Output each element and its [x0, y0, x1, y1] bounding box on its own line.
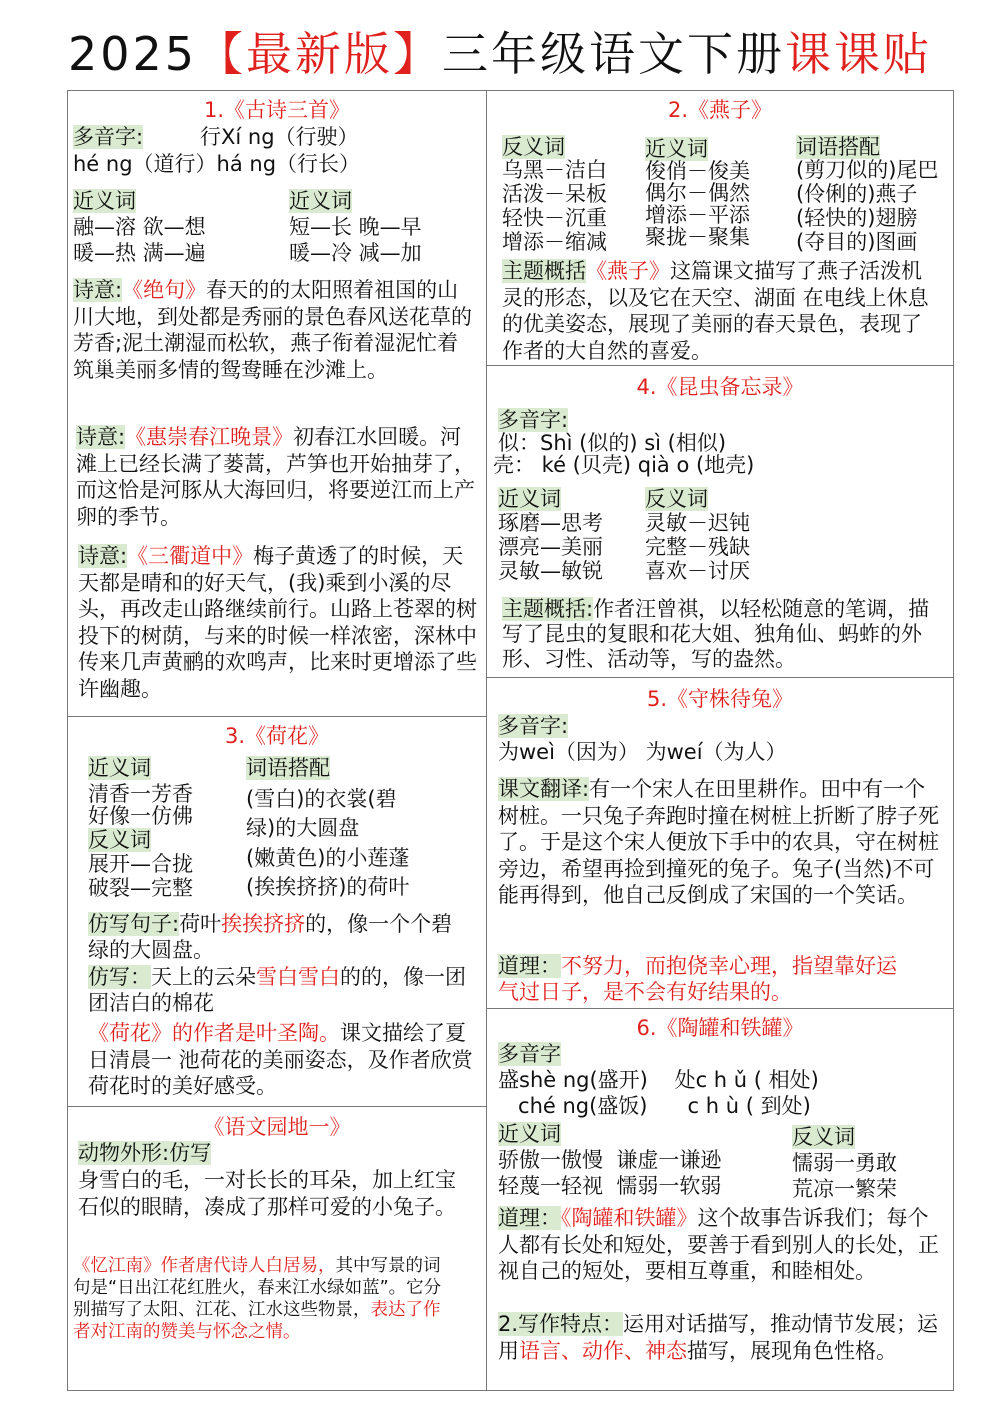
- s2-theme: [502, 258, 942, 364]
- s3-fx2-label: 仿写：: [88, 965, 151, 989]
- s1-p1-label: 诗意:: [73, 278, 123, 302]
- s5-trans-label: 课文翻译:: [498, 777, 590, 801]
- s3-col-label: 词语搭配: [246, 756, 330, 780]
- s4-ant-item: 完整－残缺: [645, 535, 750, 559]
- divider-s4: [486, 677, 954, 678]
- s1-poem-3: [78, 543, 478, 702]
- s2-ant-item: 轻快－沉重: [502, 206, 607, 230]
- s3-fx2-b: 的的，像一团团洁白的棉花: [88, 965, 466, 1015]
- s3-syn-label: 近义词: [88, 756, 151, 780]
- s4-ant-item: 喜欢－讨厌: [645, 559, 750, 583]
- s3-fx2-red: 雪白雪白: [256, 965, 340, 989]
- title-bracket: 【最新版】: [197, 27, 443, 81]
- s4-poly-line2: 壳： ké (贝壳) qià o (地壳): [493, 453, 755, 477]
- s7-label: 动物外形:仿写: [78, 1141, 212, 1165]
- s7-poem-text: 其中写景的词句是“日出江花红胜火，春来江水绿如蓝”。它分别描写了太阳、江花、江水这些物景，: [73, 1256, 442, 1320]
- s4-theme-label: 主题概括:: [502, 597, 594, 621]
- s4-theme: [502, 597, 942, 672]
- s6-moral-label: 道理：: [498, 1206, 561, 1230]
- s2-ant-item: 乌黑－洁白: [502, 158, 607, 182]
- s1-syn-b1: 短—长 晚—早: [289, 215, 422, 239]
- s6-feat-a: 运用对话描写，推动情节发展；运用: [498, 1312, 939, 1363]
- s6-moral-title: 《陶罐和铁罐》: [561, 1206, 698, 1230]
- s6-syn-label: 近义词: [498, 1122, 561, 1146]
- s1-poly-label: 多音字:: [73, 125, 144, 149]
- s4-ant-item: 灵敏－迟钝: [645, 511, 750, 535]
- s6-writing-features: [498, 1311, 948, 1364]
- s2-theme-label: 主题概括: [502, 259, 586, 283]
- s3-col-item: (挨挨挤挤)的荷叶: [246, 875, 410, 899]
- s6-poly-label: 多音字: [498, 1042, 561, 1066]
- s7-poem: [73, 1255, 443, 1343]
- s1-p2-label: 诗意:: [76, 425, 126, 449]
- s3-col-item: 绿)的大圆盘: [246, 816, 360, 840]
- s3-imitation-2: [88, 964, 473, 1016]
- s3-fx1-label: 仿写句子:: [88, 912, 180, 936]
- s1-p2-text: 初春江水回暖。河滩上已经长满了蒌蒿，芦笋也开始抽芽了，而这恰是河豚从大海回归，将要逆江而上产卵的季节。: [76, 425, 475, 529]
- s4-theme-text: 作者汪曾祺，以轻松随意的笔调，描写了昆虫的复眼和花大姐、独角仙、蚂蚱的外形、习性、活动等，写的盎然。: [502, 597, 930, 671]
- s1-p2-title: 《惠崇春江晚景》: [125, 425, 294, 449]
- s2-ant-item: 活泼－呆板: [502, 182, 607, 206]
- s1-p3-text: 梅子黄透了的时候，天天都是晴和的好天气，(我)乘到小溪的尽头，再改走山路继续前行。山路上苍翠的树投下的树荫，与来的时候一样浓密，深林中传来几声黄鹂的欢鸣声，比来时更增添了些许幽趣。: [78, 544, 477, 701]
- s4-ant-label: 反义词: [645, 487, 708, 511]
- s6-moral: [498, 1205, 948, 1285]
- s3-col-item: (嫩黄色)的小莲蓬: [246, 846, 410, 870]
- s3-imitation-1: [88, 911, 473, 963]
- s3-ant-label: 反义词: [88, 828, 151, 852]
- s1-syn-b2: 暖—冷 减—加: [289, 241, 422, 265]
- s2-col-label: 词语搭配: [796, 135, 880, 159]
- s2-col-item: (伶俐的)燕子: [796, 182, 918, 206]
- s2-theme-title: 《燕子》: [586, 259, 670, 283]
- title-suffix: 课课贴: [785, 27, 933, 81]
- s4-syn-label: 近义词: [498, 487, 561, 511]
- s6-feat-label: 2.写作特点：: [498, 1312, 624, 1336]
- page-title: [0, 26, 1000, 82]
- s2-syn-item: 增添－平添: [645, 203, 750, 227]
- s6-feat-red: 语言、动作、神态: [519, 1338, 687, 1363]
- s4-title: 4.《昆虫备忘录》: [636, 375, 804, 399]
- s5-title: 5.《守株待兔》: [646, 687, 794, 711]
- s2-syn-item: 偶尔－偶然: [645, 181, 750, 205]
- s4-poly-label: 多音字:: [498, 408, 569, 432]
- s3-fx1-a: 荷叶: [179, 912, 222, 936]
- s3-syn-item: 好像一仿佛: [88, 804, 193, 828]
- s5-poly-line1: 为weì（因为） 为weí（为人）: [498, 740, 787, 764]
- s2-theme-text: 这篇课文描写了燕子活泼机灵的形态，以及它在天空、湖面 在电线上休息的优美姿态，展现了美丽的春天景色，表现了作者的大自然的喜爱。: [502, 259, 929, 363]
- s1-poem-1: [73, 277, 473, 383]
- s3-ant-item: 破裂—完整: [88, 876, 193, 900]
- s3-syn-item: 清香一芳香: [88, 782, 193, 806]
- s2-col-item: (夺目的)图画: [796, 230, 918, 254]
- divider-s2: [486, 365, 954, 366]
- s2-title: 2.《燕子》: [667, 98, 773, 122]
- s3-ant-item: 展开—合拢: [88, 852, 193, 876]
- s3-fx1-red: 挨挨挤挤: [221, 912, 306, 936]
- s6-ant-item: 荒凉一繁荣: [792, 1177, 897, 1201]
- s6-ant-item: 懦弱一勇敢: [792, 1151, 897, 1175]
- s3-title: 3.《荷花》: [224, 724, 330, 748]
- divider-s1: [67, 716, 487, 717]
- title-year: 2025: [67, 27, 198, 81]
- s3-author-text: 课文描绘了夏日清晨一 池荷花的美丽姿态，及作者欣赏荷花时的美好感受。: [88, 1021, 473, 1098]
- s4-syn-item: 琢磨—思考: [498, 511, 603, 535]
- s2-ant-item: 增添－缩减: [502, 230, 607, 254]
- s6-poly-line1: 盛shè ng(盛开) 处c h ǔ ( 相处): [498, 1068, 819, 1092]
- s1-syn-a2: 暖—热 满—遍: [73, 241, 206, 265]
- s2-ant-label: 反义词: [502, 135, 565, 159]
- s1-poly-line2: hé ng（道行）há ng（行长）: [73, 152, 361, 176]
- s5-moral-text: 不努力，而抱侥幸心理，指望靠好运气过日子，是不会有好结果的。: [498, 954, 897, 1004]
- s5-translation: [498, 776, 943, 909]
- s3-author-red: 《荷花》的作者是叶圣陶。: [88, 1021, 340, 1045]
- s6-poly-line2: ché ng(盛饭) c h ù ( 到处): [498, 1094, 811, 1118]
- s4-syn-item: 灵敏—敏锐: [498, 559, 603, 583]
- title-main: 三年级语文下册: [442, 27, 786, 81]
- s1-title: 1.《古诗三首》: [203, 98, 351, 122]
- s2-syn-item: 聚拢－聚集: [645, 225, 750, 249]
- s1-syn-a1: 融—溶 欲—想: [73, 215, 206, 239]
- s6-syn-item: 骄傲一傲慢 谦虚一谦逊: [498, 1148, 722, 1172]
- s7-poem-red2: 表达了作者对江南的赞美与怀念之情。: [73, 1300, 441, 1342]
- s3-col-item: (雪白)的衣裳(碧: [246, 787, 397, 811]
- s2-syn-item: 俊俏－俊美: [645, 159, 750, 183]
- s3-fx2-a: 天上的云朵: [151, 965, 256, 989]
- s7-text: 身雪白的毛，一对长长的耳朵，加上红宝石似的眼睛，凑成了那样可爱的小兔子。: [78, 1168, 456, 1219]
- s1-syn-label-a: 近义词: [73, 189, 136, 213]
- s6-moral-text: 这个故事告诉我们；每个人都有长处和短处，要善于看到别人的长处，正视自己的短处，要相互尊重，和睦相处。: [498, 1206, 939, 1283]
- s7-poem-red1: 《忆江南》作者唐代诗人白居易，: [73, 1256, 336, 1276]
- s1-p3-label: 诗意:: [78, 544, 128, 568]
- s6-title: 6.《陶罐和铁罐》: [636, 1016, 804, 1040]
- s5-moral: [498, 953, 908, 1005]
- s6-ant-label: 反义词: [792, 1125, 855, 1149]
- s7-title: 《语文园地一》: [203, 1115, 351, 1139]
- s1-syn-label-b: 近义词: [289, 189, 352, 213]
- s3-fx1-b: 的，像一个个碧绿的大圆盘。: [88, 912, 453, 962]
- s4-syn-item: 漂亮—美丽: [498, 535, 603, 559]
- s5-poly-label: 多音字:: [498, 714, 569, 738]
- s5-trans-text: 有一个宋人在田里耕作。田中有一个树桩。一只兔子奔跑时撞在树桩上折断了脖子死了。于是这个宋人便放下手中的农具，守在树桩旁边，希望再捡到撞死的兔子。兔子(当然)不可能再得到，他自己反倒成了宋国的一个笑话。: [498, 777, 939, 907]
- divider-s5: [486, 1008, 954, 1009]
- s2-col-item: (剪刀似的)尾巴: [796, 158, 939, 182]
- s6-syn-item: 轻蔑一轻视 懦弱一软弱: [498, 1174, 722, 1198]
- s2-col-item: (轻快的)翅膀: [796, 206, 918, 230]
- s1-p1-text: 春天的的太阳照着祖国的山川大地，到处都是秀丽的景色春风送花草的芳香;泥土潮湿而松软，燕子衔着湿泥忙着筑巢美丽多情的鸳鸯睡在沙滩上。: [73, 278, 472, 382]
- divider-s3: [67, 1106, 487, 1107]
- s1-p1-title: 《绝句》: [122, 278, 207, 302]
- s2-syn-label: 近义词: [645, 137, 708, 161]
- s1-p3-title: 《三衢道中》: [127, 544, 254, 568]
- s5-moral-label: 道理：: [498, 954, 561, 978]
- s3-author: [88, 1020, 473, 1100]
- s1-poly-line1: 行Xí ng（行驶）: [200, 125, 359, 149]
- s1-poem-2: [76, 424, 476, 530]
- s6-feat-b: 描写，展现角色性格。: [687, 1338, 897, 1363]
- s4-poly-line1: 似：Shì (似的) sì (相似): [498, 431, 727, 455]
